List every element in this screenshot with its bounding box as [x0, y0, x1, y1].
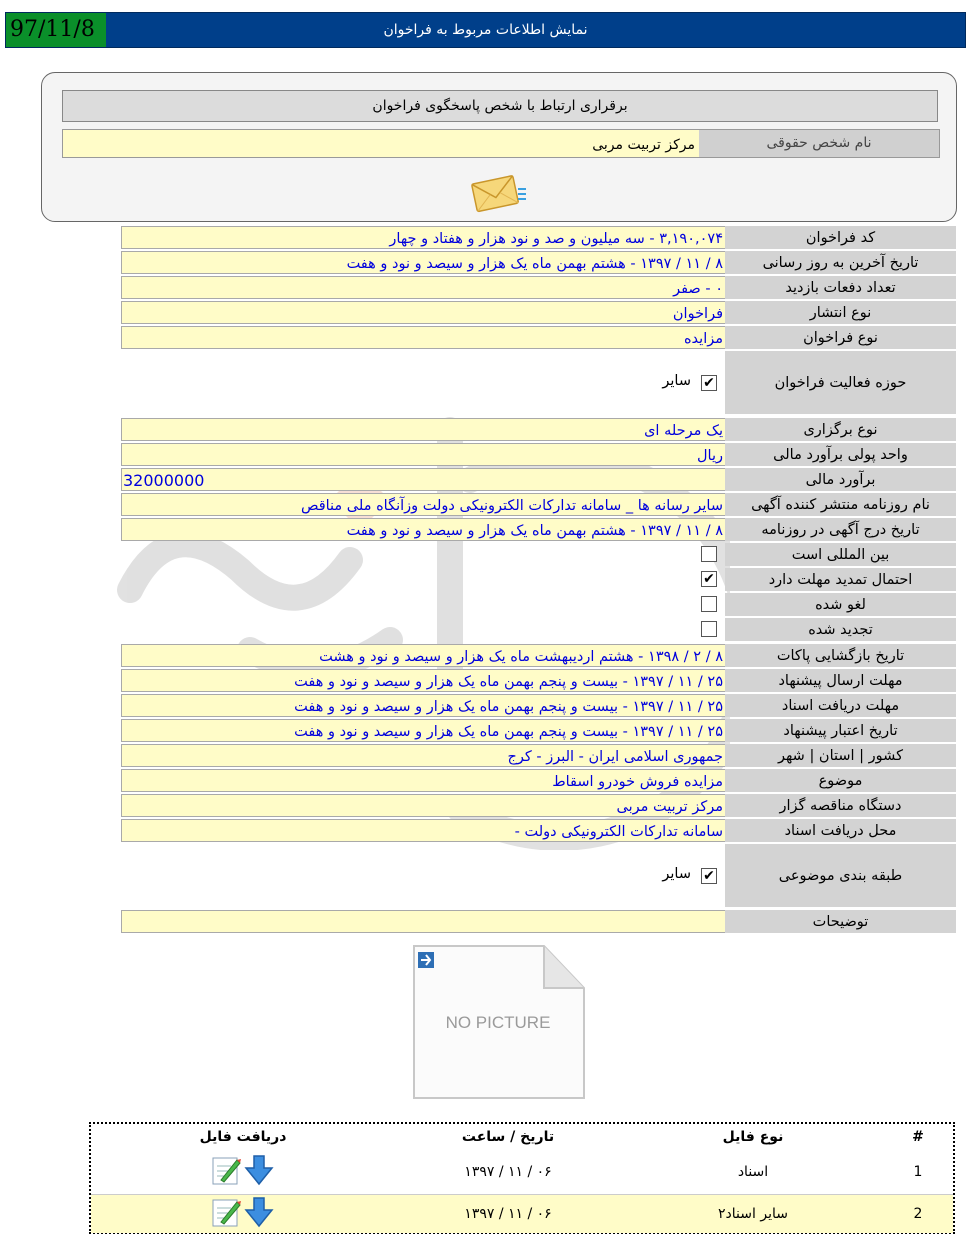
row-currency — [121, 443, 956, 466]
row-last-update — [121, 251, 956, 274]
call-type-label: نوع فراخوان — [725, 326, 956, 349]
row-code — [121, 226, 956, 249]
row-call-type — [121, 326, 956, 349]
doc-place-value: سامانه تدارکات الکترونیکی دولت - — [121, 819, 725, 842]
activity-checkbox[interactable]: ✔ — [701, 375, 717, 391]
contact-row — [62, 129, 940, 158]
location-label: کشور | استان | شهر — [725, 744, 956, 767]
extension-label: احتمال تمدید مهلت دارد — [725, 568, 956, 591]
row-holding-type — [121, 418, 956, 441]
estimate-label: برآورد مالی — [725, 468, 956, 491]
row-doc-deadline — [121, 694, 956, 717]
row-subject — [121, 769, 956, 792]
row-num: 2 — [913, 1206, 923, 1222]
row-doc-place — [121, 819, 956, 842]
newspaper-label: نام روزنامه منتشر کننده آگهی — [725, 493, 956, 516]
doc-place-label: محل دریافت اسناد — [725, 819, 956, 842]
call-type-value: مزایده — [121, 326, 725, 349]
currency-label: واحد پولی برآورد مالی — [725, 443, 956, 466]
offer-deadline-label: مهلت ارسال پیشنهاد — [725, 669, 956, 692]
organizer-label: دستگاه مناقصه گزار — [725, 794, 956, 817]
top-header-bar — [5, 12, 966, 48]
doc-deadline-value: ۲۵ / ۱۱ / ۱۳۹۷ - بیست و پنجم بهمن ماه یک هزار و سیصد و نود و هفت — [121, 694, 725, 717]
international-label: بین المللی است — [725, 543, 956, 566]
row-ad-date — [121, 518, 956, 541]
subject-value: مزایده فروش خودرو اسقاط — [121, 769, 725, 792]
files-table — [89, 1122, 955, 1234]
holding-type-label: نوع برگزاری — [725, 418, 956, 441]
publish-type-value: فراخوان — [121, 301, 725, 324]
visits-value: ۰ - صفر — [121, 276, 725, 299]
row-description — [121, 910, 956, 933]
currency-value: ریال — [121, 443, 725, 466]
location-value: جمهوری اسلامی ایران - البرز - کرج — [121, 744, 725, 767]
edit-icon[interactable] — [211, 1154, 241, 1190]
estimate-value: 32000000 — [121, 468, 725, 491]
row-newspaper — [121, 493, 956, 516]
table-row — [91, 1150, 953, 1194]
cancelled-checkbox[interactable] — [701, 596, 717, 612]
activity-label: حوزه فعالیت فراخوان — [725, 351, 956, 414]
doc-deadline-label: مهلت دریافت اسناد — [725, 694, 956, 717]
holding-type-value: یک مرحله ای — [121, 418, 725, 441]
row-location — [121, 744, 956, 767]
contact-panel — [41, 72, 957, 222]
row-opening-date — [121, 644, 956, 667]
row-international — [121, 543, 956, 566]
newspaper-value: سایر رسانه ها _ سامانه تدارکات الکترونیکی دولت وزآنگاه ملی مناقص — [121, 493, 725, 516]
contact-title: برقراری ارتباط با شخص پاسخگوی فراخوان — [62, 90, 938, 122]
description-value — [121, 910, 725, 933]
header-type: نوع فایل — [722, 1129, 784, 1145]
row-category — [121, 844, 956, 907]
last-update-label: تاریخ آخرین به روز رسانی — [725, 251, 956, 274]
date-badge: 97/11/8 — [6, 13, 106, 47]
category-option-label: سایر — [662, 866, 691, 882]
row-estimate — [121, 468, 956, 491]
renewed-checkbox[interactable] — [701, 621, 717, 637]
header-num: # — [912, 1129, 924, 1145]
last-update-value: ۸ / ۱۱ / ۱۳۹۷ - هشتم بهمن ماه یک هزار و سیصد و نود و هفت — [121, 251, 725, 274]
download-arrow-icon[interactable] — [243, 1196, 275, 1232]
row-renewed — [121, 618, 956, 641]
extension-checkbox[interactable]: ✔ — [701, 571, 717, 587]
opening-date-value: ۸ / ۲ / ۱۳۹۸ - هشتم اردیبهشت ماه یک هزار و سیصد و نود و هشت — [121, 644, 725, 667]
row-extension — [121, 568, 956, 591]
row-offer-validity — [121, 719, 956, 742]
cancelled-label: لغو شده — [725, 593, 956, 616]
visits-label: تعداد دفعات بازدید — [725, 276, 956, 299]
svg-text:NO PICTURE: NO PICTURE — [445, 1013, 551, 1032]
table-row — [91, 1194, 953, 1233]
contact-value: مرکز تربیت مربی — [63, 130, 699, 157]
row-num: 1 — [913, 1164, 923, 1180]
contact-label: نام شخص حقوقی — [699, 130, 939, 157]
row-date: ۱۳۹۷ / ۱۱ / ۰۶ — [464, 1206, 552, 1222]
organizer-value: مرکز تربیت مربی — [121, 794, 725, 817]
row-type: سایر اسناد۲ — [718, 1206, 788, 1222]
international-checkbox[interactable] — [701, 546, 717, 562]
files-header — [91, 1124, 953, 1150]
code-label: کد فراخوان — [725, 226, 956, 249]
category-label: طبقه بندی موضوعی — [725, 844, 956, 907]
ad-date-value: ۸ / ۱۱ / ۱۳۹۷ - هشتم بهمن ماه یک هزار و سیصد و نود و هفت — [121, 518, 725, 541]
envelope-icon[interactable] — [470, 171, 530, 215]
row-date: ۱۳۹۷ / ۱۱ / ۰۶ — [464, 1164, 552, 1180]
offer-deadline-value: ۲۵ / ۱۱ / ۱۳۹۷ - بیست و پنجم بهمن ماه یک هزار و سیصد و نود و هفت — [121, 669, 725, 692]
row-cancelled — [121, 593, 956, 616]
description-label: توضیحات — [725, 910, 956, 933]
row-type: اسناد — [737, 1164, 769, 1180]
subject-label: موضوع — [725, 769, 956, 792]
activity-option-label: سایر — [662, 373, 691, 389]
row-activity — [121, 351, 956, 414]
edit-icon[interactable] — [211, 1196, 241, 1232]
publish-type-label: نوع انتشار — [725, 301, 956, 324]
ad-date-label: تاریخ درج آگهی در روزنامه — [725, 518, 956, 541]
renewed-label: تجدید شده — [725, 618, 956, 641]
header-date: تاریخ / ساعت — [461, 1129, 555, 1145]
code-value: ۳,۱۹۰,۰۷۴ - سه میلیون و صد و نود هزار و هفتاد و چهار — [121, 226, 725, 249]
header-download: دریافت فایل — [199, 1129, 287, 1145]
row-visits — [121, 276, 956, 299]
row-offer-deadline — [121, 669, 956, 692]
page-title: نمایش اطلاعات مربوط به فراخوان — [383, 22, 588, 38]
opening-date-label: تاریخ بازگشایی پاکات — [725, 644, 956, 667]
no-picture-icon — [410, 942, 588, 1102]
download-arrow-icon[interactable] — [243, 1154, 275, 1190]
offer-validity-value: ۲۵ / ۱۱ / ۱۳۹۷ - بیست و پنجم بهمن ماه یک هزار و سیصد و نود و هفت — [121, 719, 725, 742]
offer-validity-label: تاریخ اعتبار پیشنهاد — [725, 719, 956, 742]
row-publish-type — [121, 301, 956, 324]
row-organizer — [121, 794, 956, 817]
category-checkbox[interactable]: ✔ — [701, 868, 717, 884]
